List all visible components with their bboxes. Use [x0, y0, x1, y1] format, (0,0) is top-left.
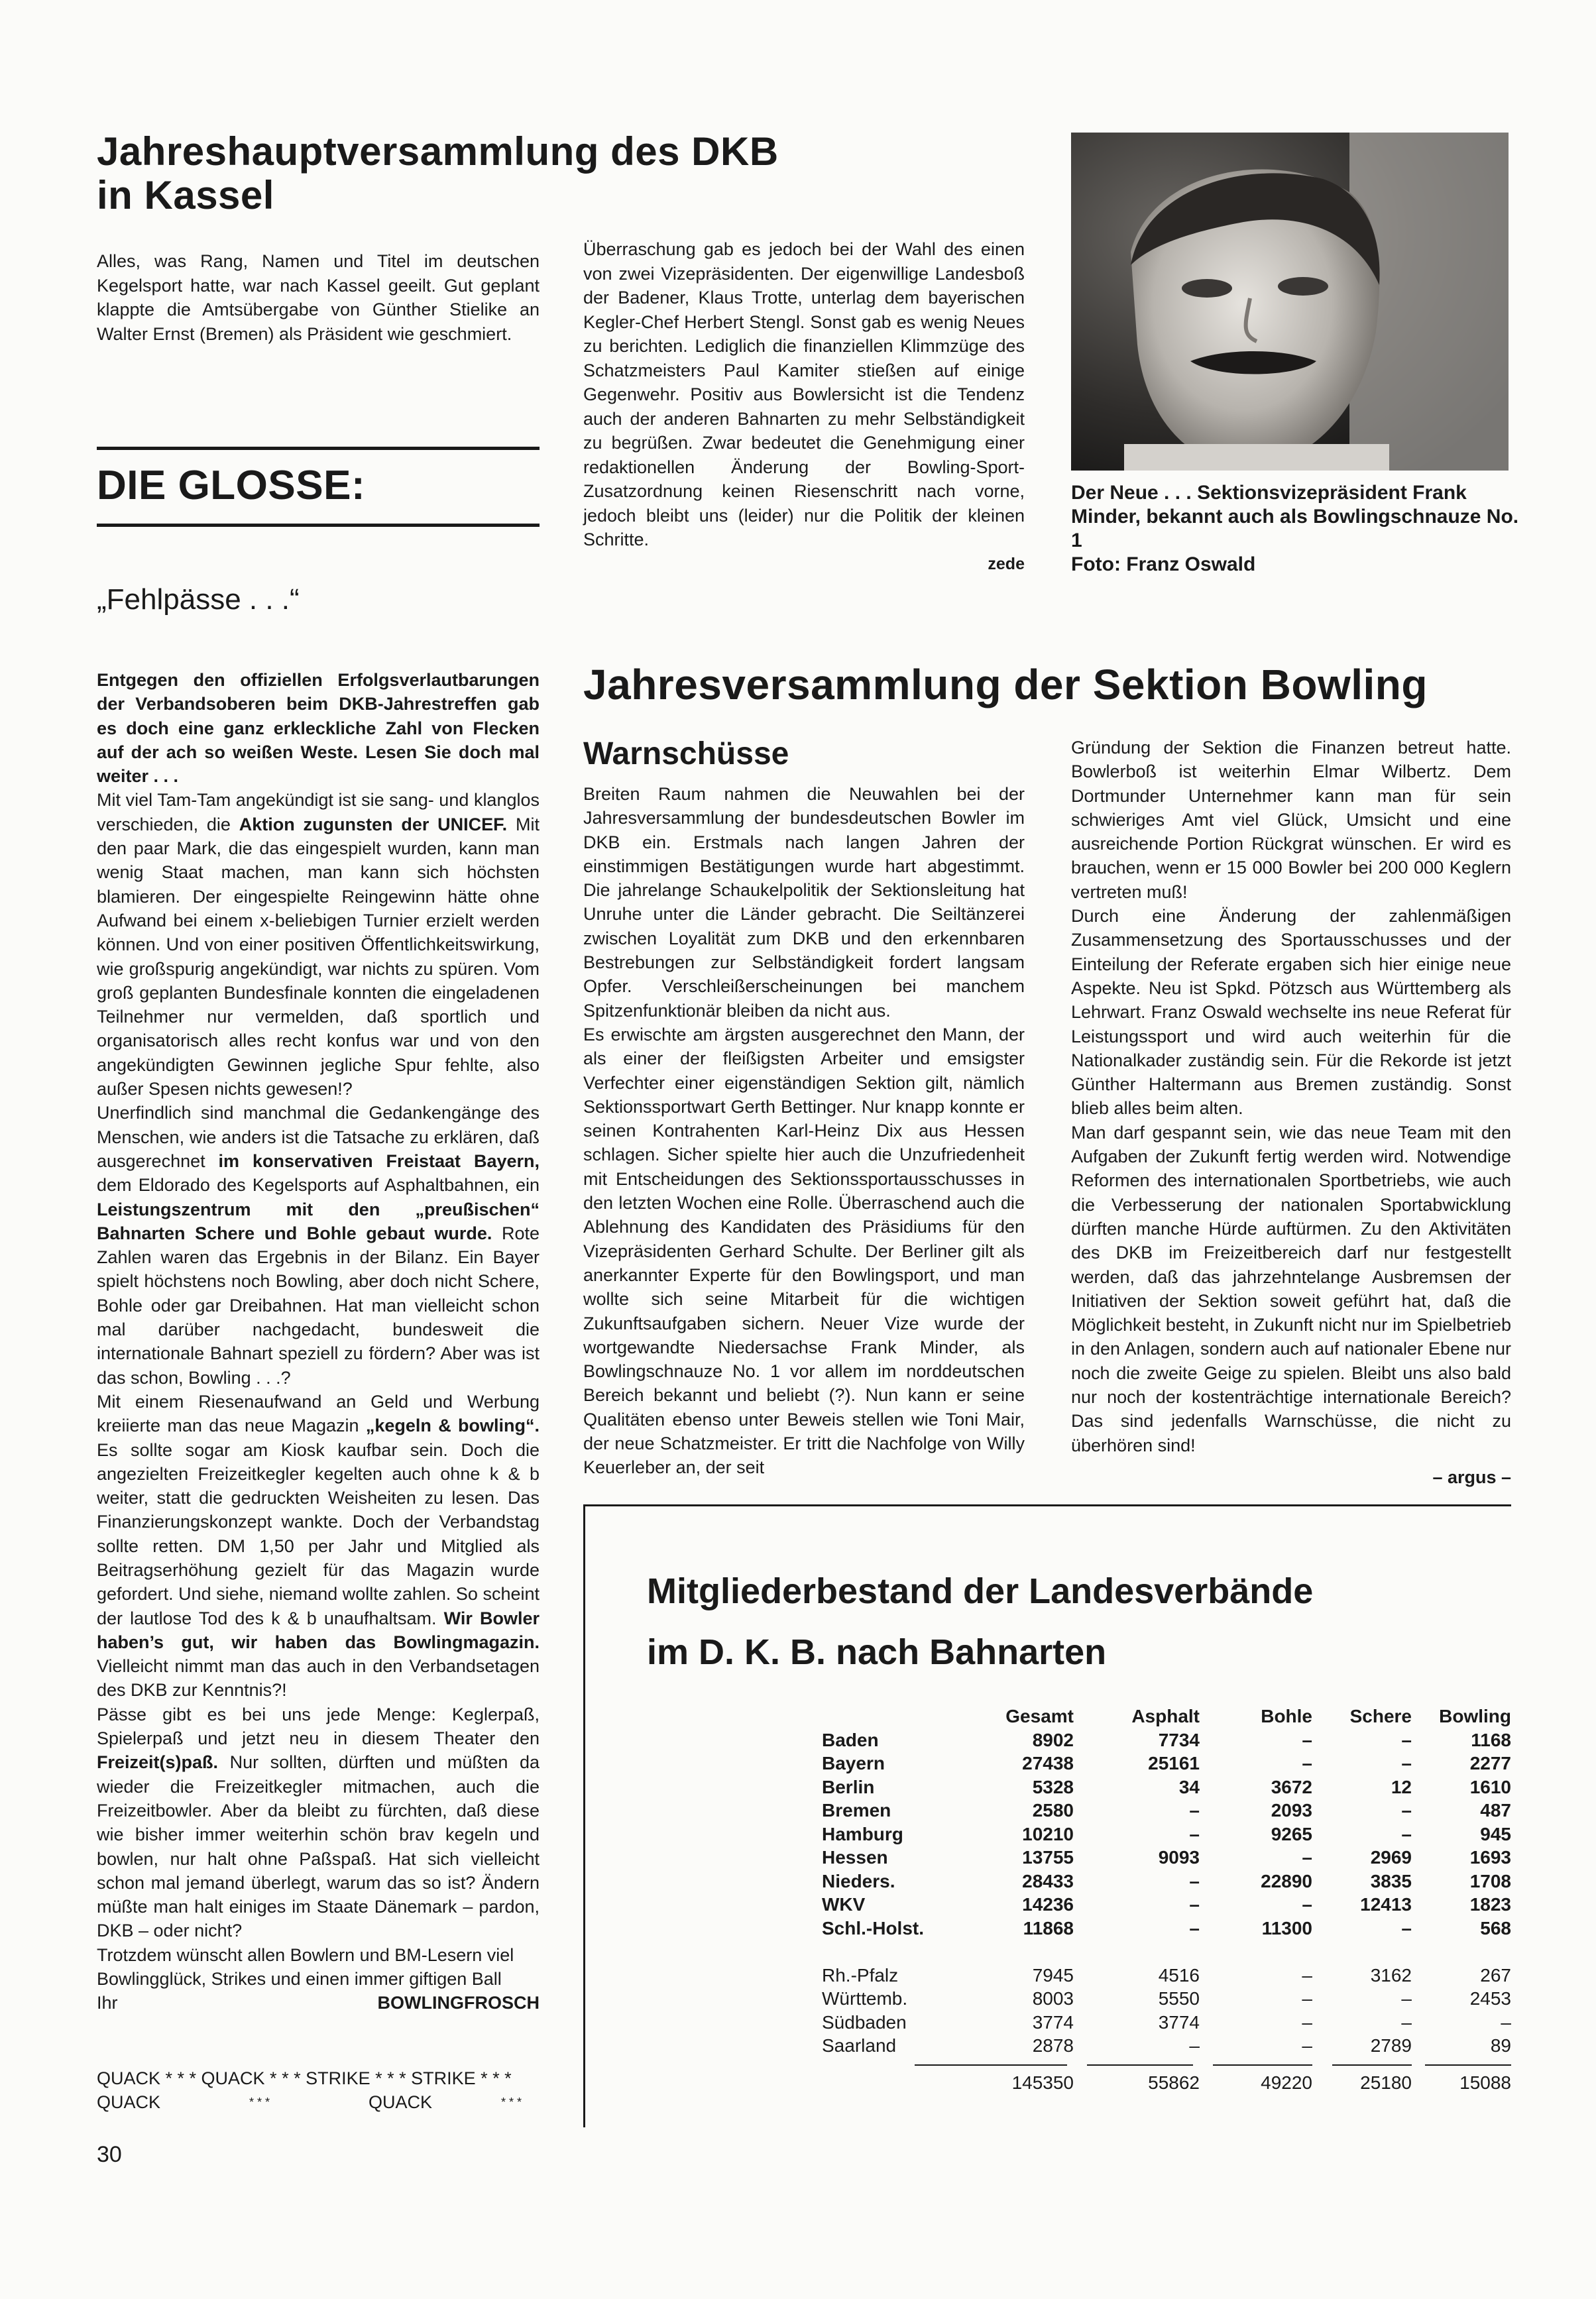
table-row: [822, 1775, 1511, 1799]
glosse-p1: Mit viel Tam-Tam angekündigt ist sie sang- und klanglos verschieden, die Aktion zugunsten der UNICEF. Mit den paar Mark, die das eingespielt wurden, kann man wenig Staat machen, man kann sich höchsten blamieren. Der eingespielte Reingewinn hätte ohne Aufwand bei einem x-beliebigen Turnier erzielt werden können. Und von einer positiven Öffentlichkeitswirkung, wie großspurig angekündigt, war nichts zu spüren. Vom groß geplanten Bundesfinale konnten die eingeladenen Teilnehmer nur vermelden, daß sportlich und organisatorisch alles recht konfus war und von den angekündigten Gewinnen jegliche Spur fehlte, also außer Spesen nichts gewesen!?: [97, 790, 540, 1099]
table-cell: 9265: [1271, 1823, 1312, 1844]
table-title-line2: im D. K. B. nach Bahnarten: [647, 1632, 1107, 1672]
article1-col2-text: Überraschung gab es jedoch bei der Wahl des einen von zwei Vizepräsidenten. Der eigenwillige Landesboß der Badener, Klaus Trotte, unterlag dem bayerischen Kegler-Chef Herbert Stengl. Sonst gab es wenig Neues zu berichten. Lediglich die finanziellen Klimmzüge des Schatzmeisters Paul Kamiter stießen auf einige Gegenwehr. Positiv aus Bowlersicht ist die Tendenz auch der anderen Bahnarten zu mehr Selbständigkeit zu begrüßen. Zwar bedeutet die Genehmigung einer redaktionellen Änderung der Bowling-Sport-Zusatzordnung keinen Riesenschritt nach vorne, jedoch bleibt uns (leider) nur die Politik der kleinen Schritte.: [583, 239, 1025, 549]
table-cell: 2277: [1469, 1753, 1511, 1773]
table-row: [822, 1752, 1511, 1775]
table-row: [822, 2011, 1511, 2035]
table-cell: –: [1302, 1729, 1312, 1750]
table-cell: –: [1401, 1753, 1412, 1773]
totals-row: [822, 2071, 1511, 2095]
table-cell: –: [1401, 1800, 1412, 1821]
region-name: Bayern: [822, 1753, 885, 1773]
table-cell: 34: [1178, 1776, 1200, 1797]
glosse-body: [97, 668, 540, 2015]
table-cell: –: [1401, 2011, 1412, 2033]
total-rule: [1213, 2064, 1312, 2066]
portrait-photo: [1071, 133, 1509, 471]
table-body-bold: [822, 1728, 1511, 1940]
glosse-ihr: Ihr: [97, 1993, 118, 2013]
table-cell: –: [1302, 1894, 1312, 1915]
table-cell: 2878: [1032, 2035, 1074, 2056]
table-cell: 4516: [1158, 1964, 1200, 1986]
article1-title-line1: Jahreshauptversammlung des DKB: [97, 129, 779, 174]
region-name: Berlin: [822, 1776, 875, 1797]
table-cell: –: [1401, 1823, 1412, 1844]
table-cell: –: [1189, 1870, 1200, 1891]
table-cell: –: [1302, 1964, 1312, 1986]
table-cell: –: [1401, 1729, 1412, 1750]
table-header-row: [822, 1705, 1511, 1728]
table-cell: 12413: [1360, 1894, 1412, 1915]
table-cell: –: [1501, 2011, 1511, 2033]
table-row: [822, 1799, 1511, 1822]
photo-caption: Der Neue . . . Sektionsvizepräsident Frank Minder, bekannt auch als Bowlingschnauze No. 1: [1071, 482, 1519, 551]
table-body-normal: [822, 1964, 1511, 2058]
photo-caption-block: [1071, 481, 1522, 577]
article2-signature: – argus –: [1432, 1467, 1511, 1487]
table-cell: 8902: [1032, 1729, 1074, 1750]
table-cell: 13755: [1022, 1847, 1074, 1868]
total-rule: [915, 2064, 1067, 2066]
col-header: Bowling: [1439, 1706, 1511, 1726]
glosse-signoff: [97, 1991, 540, 2015]
glosse-p3: Mit einem Riesenaufwand an Geld und Werbung kreiierte man das neue Magazin „kegeln & bowling“. Es sollte sogar am Kiosk kaufbar sein. Doch die angezielten Freizeitkegler kegelten auch ohne k & b weiter, statt die gedruckten Weisheiten zu lesen. Das Finanzierungskonzept wankte. Doch der Verbandstag sollte retten. DM 1,50 per Jahr und Mitglied als Beitragserhöhung gezielt für das Magazin wurde gefordert. Und siehe, niemand wollte zahlen. So scheint der lautlose Tod des k & b unaufhaltsam. Wir Bowler haben’s gut, wir haben das Bowlingmagazin. Vielleicht nimmt man das auch in den Verbandsetagen des DKB zur Kenntnis?!: [97, 1391, 540, 1701]
article2-col1-p2: Es erwischte am ärgsten ausgerechnet den Mann, der als einer der fleißigsten Arbeiter und emsigster Verfechter einer eigenständigen Sektion gilt, nämlich Sektionssportwart Gerth Bettinger. Nur knapp konnte er seinen Kontrahenten Karl-Heinz Dix aus Hessen schlagen. Sicher spielte hier auch die Unzufriedenheit mit Entscheidungen des Sektionssportausschusses in den letzten Wochen eine Rolle. Überraschend auch die Ablehnung des Kandidaten des Präsidiums für den Vizepräsidenten Gerhard Schulte. Der Berliner gilt als anerkannter Experte für den Bowlingsport, und man wollte sich seine Mitarbeit für die wichtigen Zukunftsaufgaben sichern. Neuer Vize wurde der wortgewandte Niedersachse Frank Minder, als Bowlingschnauze No. 1 vor allem im norddeutschen Bereich bekannt und beliebt (?). Nun kann er seine Qualitäten ebenso unter Beweis stellen wie Toni Mair, der neue Schatzmeister. Er tritt die Nachfolge von Willy Keuerleber an, der seit: [583, 1024, 1025, 1478]
table-cell: 3672: [1271, 1776, 1312, 1797]
glosse-rule-top: [97, 447, 540, 450]
total-rule: [1425, 2064, 1511, 2066]
table-row: [822, 1846, 1511, 1870]
glosse-p5: Trotzdem wünscht allen Bowlern und BM-Lesern viel Bowlingglück, Strikes und einen immer giftigen Ball: [97, 1944, 514, 1990]
total-cell: 145350: [1011, 2072, 1074, 2093]
region-name: Hamburg: [822, 1823, 903, 1844]
table-cell: –: [1401, 1917, 1412, 1938]
quack-2c: QUACK: [369, 2092, 433, 2112]
table-cell: –: [1302, 2035, 1312, 2056]
table-cell: –: [1189, 1917, 1200, 1938]
photo-credit: Foto: Franz Oswald: [1071, 553, 1256, 575]
table-row: [822, 1987, 1511, 2011]
total-cell: 55862: [1148, 2072, 1200, 2093]
table-cell: 27438: [1022, 1753, 1074, 1773]
totals-table: [822, 2071, 1511, 2095]
table-rule-top: [583, 1504, 1511, 1506]
region-name: Württemb.: [822, 1988, 908, 2009]
table-row: [822, 1822, 1511, 1846]
region-name: Saarland: [822, 2035, 897, 2056]
article2-title: Jahresversammlung der Sektion Bowling: [583, 661, 1428, 708]
region-name: Schl.-Holst.: [822, 1917, 925, 1938]
table-row: [822, 1728, 1511, 1752]
table-cell: 945: [1480, 1823, 1511, 1844]
region-name: Rh.-Pfalz: [822, 1964, 899, 1986]
table-cell: 487: [1480, 1800, 1511, 1821]
table-title: [647, 1561, 1313, 1683]
article1-signature: zede: [988, 554, 1025, 573]
table-cell: –: [1302, 2011, 1312, 2033]
article2-subtitle: Warnschüsse: [583, 736, 789, 771]
table-cell: 1693: [1469, 1847, 1511, 1868]
table-row: [822, 1964, 1511, 1988]
region-name: WKV: [822, 1894, 866, 1915]
table-cell: 8003: [1032, 1988, 1074, 2009]
quack-lines: [97, 2066, 540, 2114]
table-cell: 22890: [1261, 1870, 1312, 1891]
table-cell: 7945: [1032, 1964, 1074, 1986]
total-rule: [1332, 2064, 1412, 2066]
article2-col2-p3: Man darf gespannt sein, wie das neue Team mit den Aufgaben der Zukunft fertig werden wird. Notwendige Reformen des internationalen Sportbetriebs, wie auch die Verbesserung der nationalen Sportabwicklung dürften manche Hürde auftürmen. Zu den Aktivitäten des DKB im Freizeitbereich darf nur festgestellt werden, daß das jahrzehntelange Ausbremsen der Initiativen der Sektion soweit geführt hat, daß die Möglichkeit besteht, in Zukunft nicht nur im Spielbetrieb in den Anlagen, sondern auch auf nationaler Ebene nur noch die zweite Geige zu spielen. Bleibt uns also bald nur noch der kostenträchtige internationale Bereich? Das sind jedenfalls Warnschüsse, die nicht zu überhören sind!: [1071, 1122, 1511, 1455]
table-cell: –: [1302, 1847, 1312, 1868]
quack-2b: * * *: [249, 2096, 270, 2109]
glosse-author: BOWLINGFROSCH: [377, 1993, 540, 2013]
table-cell: 3774: [1158, 2011, 1200, 2033]
table-row: [822, 1917, 1511, 1940]
table-cell: 14236: [1022, 1894, 1074, 1915]
table-cell: 3162: [1370, 1964, 1412, 1986]
col-header: Bohle: [1261, 1706, 1312, 1726]
table-cell: 9093: [1158, 1847, 1200, 1868]
table-cell: 11868: [1023, 1917, 1074, 1938]
membership-table-grid: [822, 1705, 1511, 2058]
glosse-lead: Entgegen den offiziellen Erfolgsverlautbarungen der Verbandsoberen beim DKB-Jahrestreffen gab es doch eine ganz erkleckliche Zahl von Flecken auf der ach so weißen Weste. Lesen Sie doch mal weiter . . .: [97, 670, 540, 787]
article1-col1: Alles, was Rang, Namen und Titel im deutschen Kegelsport hatte, war nach Kassel geeilt. Gut geplant klappte die Amtsübergabe von Günther Stielike an Walter Ernst (Bremen) als Präsident wie geschmiert.: [97, 251, 540, 344]
article1-col2: [583, 237, 1025, 576]
region-name: Hessen: [822, 1847, 888, 1868]
glosse-title: „Fehlpässe . . .“: [97, 583, 300, 616]
table-cell: –: [1189, 1894, 1200, 1915]
article2-col1: [583, 782, 1025, 1480]
table-cell: –: [1302, 1988, 1312, 2009]
total-cell: 15088: [1459, 2072, 1511, 2093]
glosse-rule-bottom: [97, 524, 540, 527]
table-cell: 89: [1490, 2035, 1511, 2056]
page-number: 30: [97, 2142, 122, 2167]
total-cell: 25180: [1360, 2072, 1412, 2093]
table-cell: –: [1189, 1823, 1200, 1844]
article2-col2-p2: Durch eine Änderung der zahlenmäßigen Zusammensetzung des Sportausschusses und der Einteilung der Referate ergaben sich hier einige neue Aspekte. Neu ist Spkd. Pötzsch aus Württemberg als Lehrwart. Franz Oswald wechselte ins neue Referat für Leistungssport und wird auch weiterhin für die Nationalkader zuständig sein. Für die Rekorde ist jetzt Günther Haltermann aus Bremen zuständig. Sonst blieb alles beim alten.: [1071, 906, 1511, 1119]
table-cell: 1610: [1469, 1776, 1511, 1797]
col-header: Asphalt: [1131, 1706, 1200, 1726]
article1-title: [97, 130, 1025, 217]
total-cell: 49220: [1261, 2072, 1312, 2093]
table-cell: –: [1189, 2035, 1200, 2056]
table-spacer: [822, 1940, 1511, 1964]
table-cell: 1168: [1471, 1729, 1511, 1750]
table-cell: 568: [1480, 1917, 1511, 1938]
table-cell: 3774: [1032, 2011, 1074, 2033]
table-cell: 3835: [1370, 1870, 1412, 1891]
col-header: Gesamt: [1005, 1706, 1074, 1726]
region-name: Baden: [822, 1729, 879, 1750]
article2-col1-p1: Breiten Raum nahmen die Neuwahlen bei der Jahresversammlung der bundesdeutschen Bowler im DKB ein. Erstmals nach langen Jahren der einstimmigen Bestätigungen wurde hart abgestimmt. Die jahrelange Schaukelpolitik der Sektionsleitung hat Unruhe unter die Länder gebracht. Die Seiltänzerei zwischen Loyalität zum DKB und den erkennbaren Bestrebungen zur Selbständigkeit fordert langsam Opfer. Verschleißerscheinungen bei manchem Spitzenfunktionär bleiben da nicht aus.: [583, 784, 1025, 1021]
table-row: [822, 1870, 1511, 1893]
table-cell: 10210: [1022, 1823, 1074, 1844]
table-cell: 5328: [1032, 1776, 1074, 1797]
col-header: Schere: [1349, 1706, 1412, 1726]
quack-line-2: [97, 2090, 540, 2114]
quack-line-1: QUACK * * * QUACK * * * STRIKE * * * STRIKE * * *: [97, 2068, 512, 2088]
table-cell: 1823: [1469, 1894, 1511, 1915]
table-cell: 12: [1391, 1776, 1412, 1797]
table-cell: 267: [1480, 1964, 1511, 1986]
membership-table: [822, 1705, 1511, 2094]
glosse-p4: Pässe gibt es bei uns jede Menge: Keglerpaß, Spielerpaß und jetzt neu in diesem Theater den Freizeit(s)paß. Nur sollten, dürften und müßten da wieder die Freizeitkegler mitmachen, auch die Freizeitbowler. Aber da bleibt zu fürchten, daß diese wie bisher immer weiterhin schön brav kegeln und bowlen, nur halt ohne Paßspaß. Hat sich vielleicht schon mal jemand überlegt, warum das so ist? Ändern müßte man halt einiges im Staate Dänemark – pardon, DKB – oder nicht?: [97, 1704, 540, 1941]
table-cell: 2093: [1271, 1800, 1312, 1821]
table-cell: 2789: [1370, 2035, 1412, 2056]
table-cell: –: [1401, 1988, 1412, 2009]
table-cell: 28433: [1022, 1870, 1074, 1891]
table-cell: –: [1302, 1753, 1312, 1773]
table-cell: 7734: [1158, 1729, 1200, 1750]
portrait-illustration: [1071, 133, 1509, 471]
total-rule: [1087, 2064, 1193, 2066]
article2-col2-p1: Gründung der Sektion die Finanzen betreut hatte. Bowlerboß ist weiterhin Elmar Wilbertz. Dem Dortmunder Unternehmer kann man für sein schwieriges Amt viel Glück, Umsicht und eine ausreichende Portion Rückgrat wünschen. Er wird es brauchen, wenn er 15 000 Bowler bei 200 000 Keglern vertreten muß!: [1071, 738, 1511, 902]
glosse-heading: DIE GLOSSE:: [97, 463, 366, 508]
table-cell: –: [1189, 1800, 1200, 1821]
glosse-p2: Unerfindlich sind manchmal die Gedankengänge des Menschen, wie anders ist die Tatsache zu erklären, daß ausgerechnet im konservativen Freistaat Bayern, dem Eldorado des Kegelsports auf Asphaltbahnen, ein Leistungszentrum mit den „preußischen“ Bahnarten Schere und Bohle gebaut wurde. Rote Zahlen waren das Ergebnis in der Bilanz. Ein Bayer spielt höchstens noch Bowling, aber doch nicht Schere, Bohle oder gar Dreibahnen. Hat man vielleicht schon mal darüber nachgedacht, bundesweit die internationale Bahnart speziell zu fördern? Aber was ist das schon, Bowling . . .?: [97, 1103, 540, 1388]
table-row: [822, 2034, 1511, 2058]
quack-2d: * * *: [501, 2096, 522, 2109]
table-rule-left: [583, 1504, 585, 2127]
table-cell: 11300: [1261, 1917, 1312, 1938]
table-title-line1: Mitgliederbestand der Landesverbände: [647, 1571, 1314, 1611]
table-row: [822, 1893, 1511, 1917]
table-cell: 25161: [1148, 1753, 1200, 1773]
table-cell: 5550: [1158, 1988, 1200, 2009]
quack-2a: QUACK: [97, 2092, 161, 2112]
table-cell: 2969: [1370, 1847, 1412, 1868]
totals-rules: [822, 2058, 1511, 2071]
table-cell: 2453: [1469, 1988, 1511, 2009]
article1-title-line2: in Kassel: [97, 173, 274, 217]
region-name: Bremen: [822, 1800, 891, 1821]
region-name: Südbaden: [822, 2011, 907, 2033]
region-name: Nieders.: [822, 1870, 895, 1891]
table-cell: 2580: [1032, 1800, 1074, 1821]
table-cell: 1708: [1469, 1870, 1511, 1891]
article2-col2: [1071, 736, 1511, 1489]
